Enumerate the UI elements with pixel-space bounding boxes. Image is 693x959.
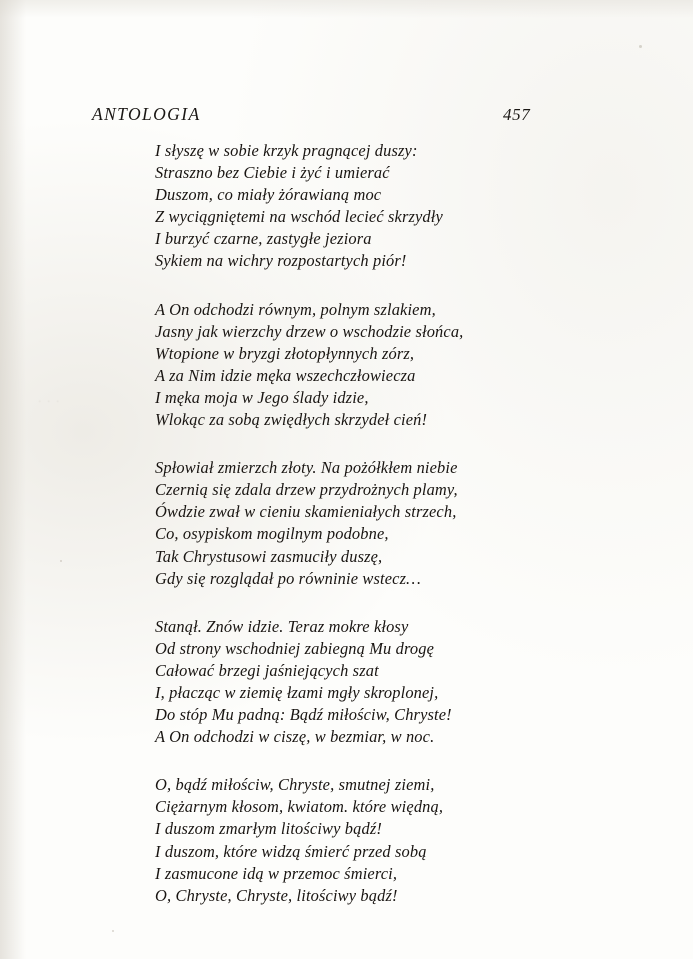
poem-line: Spłowiał zmierzch złoty. Na pożółkłem niebie xyxy=(155,458,458,478)
poem-line: Ciężarnym kłosom, kwiatom. które więdną, xyxy=(155,797,444,817)
margin-smudge: · · · xyxy=(38,394,59,408)
poem-stanza xyxy=(155,299,625,432)
poem-line: Od strony wschodniej zabiegną Mu drogę xyxy=(155,638,435,658)
page-number: 457 xyxy=(503,105,531,124)
poem-line: I duszom zmarłym litościwy bądź! xyxy=(155,819,382,839)
poem-line: Gdy się rozglądał po równinie wstecz… xyxy=(155,568,421,588)
poem-line: Sykiem na wichry rozpostartych piór! xyxy=(155,251,407,271)
poem-line: Wtopione w bryzgi złotopłynnych zórz, xyxy=(155,343,415,363)
poem-stanza xyxy=(155,140,625,273)
page-edge-shading-top xyxy=(0,0,693,18)
poem-stanza xyxy=(155,616,625,749)
poem-line: Jasny jak wierzchy drzew o wschodzie słońca, xyxy=(155,321,464,341)
poem-stanza xyxy=(155,457,625,590)
poem-line: Co, osypiskom mogilnym podobne, xyxy=(155,524,389,544)
poem-body xyxy=(155,140,625,907)
page-edge-shading-left xyxy=(0,0,26,959)
poem-line: I słyszę w sobie krzyk pragnącej duszy: xyxy=(155,141,418,160)
running-title: ANTOLOGIA xyxy=(92,104,201,124)
poem-line: Stanął. Znów idzie. Teraz mokre kłosy xyxy=(155,616,409,636)
poem-stanza xyxy=(155,774,625,907)
poem-line: Tak Chrystusowi zasmuciły duszę, xyxy=(155,546,383,566)
poem-line: I duszom, które widzą śmierć przed sobą xyxy=(155,841,427,861)
poem-line: A On odchodzi równym, polnym szlakiem, xyxy=(155,299,436,319)
poem-line: I męka moja w Jego ślady idzie, xyxy=(155,387,369,407)
poem-line: Do stóp Mu padną: Bądź miłościw, Chryste! xyxy=(155,705,452,725)
poem-line: A za Nim idzie męka wszechczłowiecza xyxy=(155,365,416,385)
poem-line: Wlokąc za sobą zwiędłych skrzydeł cień! xyxy=(155,410,428,430)
poem-line: Z wyciągniętemi na wschód lecieć skrzydły xyxy=(155,207,443,227)
poem-line: Ówdzie zwał w cieniu skamieniałych strzech, xyxy=(155,502,457,522)
poem-line: O, bądź miłościw, Chryste, smutnej ziemi, xyxy=(155,775,435,795)
poem-line: I, płacząc w ziemię łzami mgły skroplonej, xyxy=(155,682,439,702)
poem-line: I zasmucone idą w przemoc śmierci, xyxy=(155,863,398,883)
poem-line: I burzyć czarne, zastygłe jeziora xyxy=(155,229,372,249)
paper-speck xyxy=(60,560,62,562)
poem-line: O, Chryste, Chryste, litościwy bądź! xyxy=(155,885,398,905)
paper-speck xyxy=(639,45,642,48)
poem-line: A On odchodzi w ciszę, w bezmiar, w noc. xyxy=(155,727,435,747)
poem-line: Straszno bez Ciebie i żyć i umierać xyxy=(155,163,390,183)
poem-line: Czernią się zdala drzew przydrożnych plamy, xyxy=(155,480,458,500)
page-header xyxy=(0,104,693,130)
paper-speck xyxy=(112,930,114,932)
poem-line: Duszom, co miały żórawianą moc xyxy=(155,185,382,205)
poem-line: Całować brzegi jaśniejących szat xyxy=(155,660,379,680)
